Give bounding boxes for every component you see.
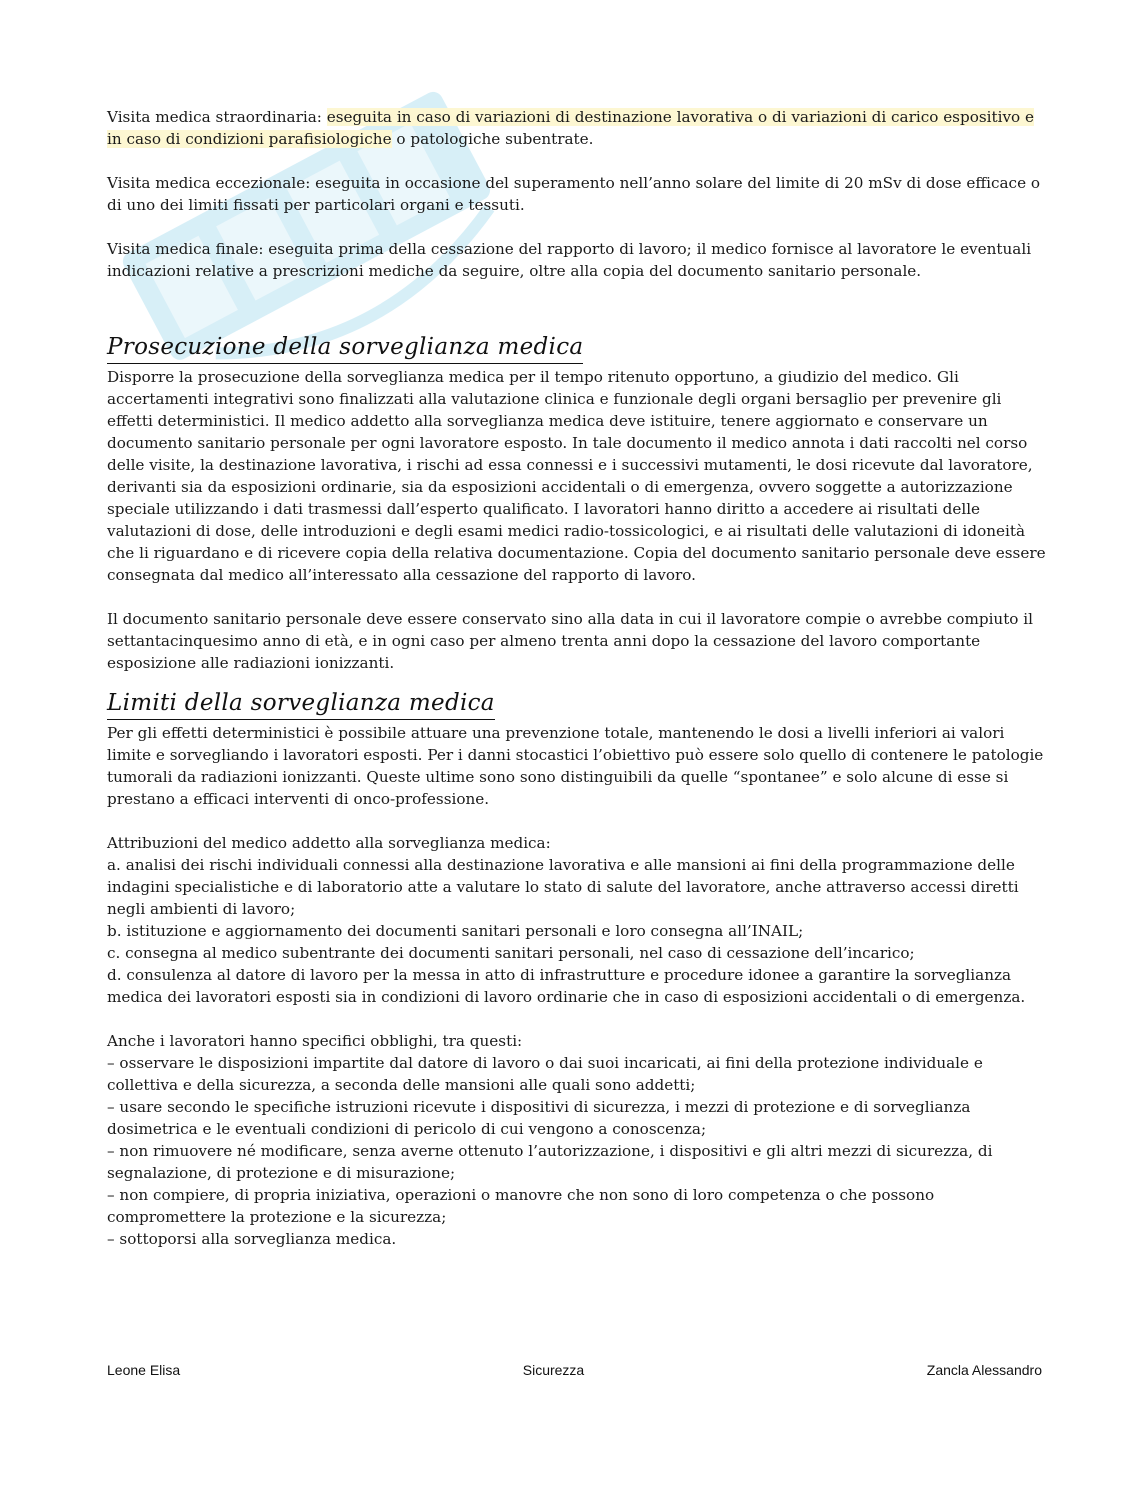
list-item: – non rimuovere né modificare, senza averne ottenuto l’autorizzazione, i dispositivi e gli altri mezzi di sicurezza, di segnalazione, di protezione e di misurazione; bbox=[107, 1142, 993, 1182]
paragraph: Per gli effetti deterministici è possibile attuare una prevenzione totale, mantenendo le dosi a livelli inferiori ai valori limite e sorvegliando i lavoratori esposti. Per i danni stocastici l’obiettivo può essere solo quello di contenere le patologie tumorali da radiazioni ionizzanti. Queste ultime sono sono distinguibili da quelle “spontanee” e solo alcune di esse si prestano a efficaci interventi di onco-professione. bbox=[107, 724, 1044, 808]
list-item: a. analisi dei rischi individuali connessi alla destinazione lavorativa e alle mansioni ai fini della programmazione delle indagini specialistiche e di laboratorio atte a valutare lo stato di salute del lavoratore, anche attraverso accessi diretti negli ambienti di lavoro; bbox=[107, 856, 1019, 918]
list-item: b. istituzione e aggiornamento dei documenti sanitari personali e loro consegna all’INAIL; bbox=[107, 922, 804, 940]
list-item: – usare secondo le specifiche istruzioni ricevute i dispositivi di sicurezza, i mezzi di protezione e di sorveglianza dosimetrica e le eventuali condizioni di pericolo di cui vengono a conoscenza; bbox=[107, 1098, 971, 1138]
list-item: – non compiere, di propria iniziativa, operazioni o manovre che non sono di loro competenza o che possono compromettere la protezione e la sicurezza; bbox=[107, 1186, 935, 1226]
visita-finale: Visita medica finale: eseguita prima della cessazione del rapporto di lavoro; il medico fornisce al lavoratore le eventuali indicazioni relative a prescrizioni mediche da seguire, oltre alla copia del documento sanitario personale. bbox=[107, 240, 1032, 280]
visita-straordinaria: Visita medica straordinaria: eseguita in caso di variazioni di destinazione lavorativa o di variazioni di carico espositivo e in caso di condizioni parafisiologiche o patologiche subentrate. bbox=[107, 108, 1034, 148]
footer-subject: Sicurezza bbox=[522, 1362, 585, 1378]
list-item: d. consulenza al datore di lavoro per la messa in atto di infrastrutture e procedure idonee a garantire la sorveglianza medica dei lavoratori esposti sia in condizioni di lavoro ordinarie che in caso di esposizioni accidentali o di emergenza. bbox=[107, 966, 1026, 1006]
list-item: – osservare le disposizioni impartite dal datore di lavoro o dai suoi incaricati, ai fini della protezione individuale e collettiva e della sicurezza, a seconda delle mansioni alle quali sono addetti; bbox=[107, 1054, 983, 1094]
page-footer bbox=[107, 1362, 1042, 1378]
section-heading-limiti: Limiti della sorveglianza medica bbox=[107, 688, 495, 720]
footer-right-author: Zancla Alessandro bbox=[926, 1362, 1042, 1378]
visita-eccezionale: Visita medica eccezionale: eseguita in occasione del superamento nell’anno solare del limite di 20 mSv di dose efficace o di uno dei limiti fissati per particolari organi e tessuti. bbox=[107, 174, 1041, 214]
highlighted-text: eseguita in caso di variazioni di destinazione lavorativa o di variazioni di carico espositivo e in caso di condizioni parafisiologiche bbox=[107, 108, 1034, 148]
section-heading-prosecuzione: Prosecuzione della sorveglianza medica bbox=[107, 332, 583, 364]
paragraph: Disporre la prosecuzione della sorveglianza medica per il tempo ritenuto opportuno, a giudizio del medico. Gli accertamenti integrativi sono finalizzati alla valutazione clinica e funzionale degli organi bersaglio per prevenire gli effetti deterministici. Il medico addetto alla sorveglianza medica deve istituire, tenere aggiornato e conservare un documento sanitario personale per ogni lavoratore esposto. In tale documento il medico annota i dati raccolti nel corso delle visite, la destinazione lavorativa, i rischi ad essa connessi e i successivi mutamenti, le dosi ricevute dal lavoratore, derivanti sia da esposizioni ordinarie, sia da esposizioni accidentali o di emergenza, ovvero soggette a autorizzazione speciale utilizzando i dati trasmessi dall’esperto qualificato. I lavoratori hanno diritto a accedere ai risultati delle valutazioni di dose, delle introduzioni e degli esami medici radio-tossicologici, e ai risultati delle valutazioni di idoneità che li riguardano e di ricevere copia della relativa documentazione. Copia del documento sanitario personale deve essere consegnata dal medico all’interessato alla cessazione del rapporto di lavoro. bbox=[107, 368, 1046, 584]
list-title: Attribuzioni del medico addetto alla sorveglianza medica: bbox=[107, 834, 551, 852]
footer-left-author: Leone Elisa bbox=[107, 1362, 181, 1378]
list-title: Anche i lavoratori hanno specifici obblighi, tra questi: bbox=[107, 1032, 523, 1050]
document-body bbox=[107, 106, 1047, 1250]
list-item: – sottoporsi alla sorveglianza medica. bbox=[107, 1230, 397, 1248]
paragraph: Il documento sanitario personale deve essere conservato sino alla data in cui il lavoratore compie o avrebbe compiuto il settantacinquesimo anno di età, e in ogni caso per almeno trenta anni dopo la cessazione del lavoro comportante esposizione alle radiazioni ionizzanti. bbox=[107, 610, 1033, 672]
list-item: c. consegna al medico subentrante dei documenti sanitari personali, nel caso di cessazione dell’incarico; bbox=[107, 944, 915, 962]
